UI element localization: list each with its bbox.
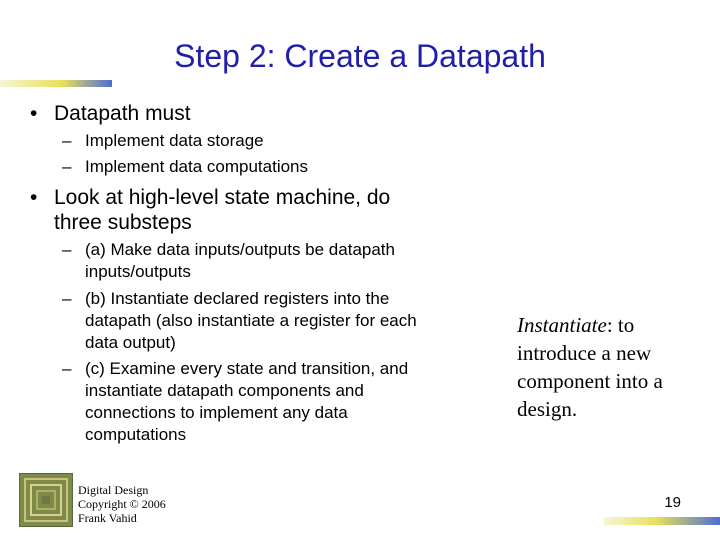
dash-icon: – (62, 157, 72, 176)
subitem-line: inputs/outputs (85, 262, 191, 281)
slide-title: Step 2: Create a Datapath (174, 38, 546, 74)
subitem-c (62, 358, 409, 446)
definition-term: Instantiate (517, 313, 607, 337)
subitem-line: connections to implement any data (85, 403, 348, 422)
subitem-line: (a) Make data inputs/outputs be datapath (85, 240, 395, 259)
dash-icon: – (62, 289, 72, 308)
bullet-dot-icon: • (30, 186, 38, 209)
book-logo-icon (19, 473, 73, 527)
copyright-notice (78, 483, 166, 525)
subitem-text: Implement data computations (85, 157, 309, 176)
bullet-text-line: three substeps (54, 211, 192, 234)
subitem-text: Implement data storage (85, 131, 264, 150)
bullet-datapath-must (30, 101, 191, 126)
dash-icon: – (62, 240, 72, 259)
footer-accent-bar (604, 517, 720, 525)
definition-text: introduce a new (517, 341, 652, 365)
subitem-line: datapath (also instantiate a register for each (85, 311, 417, 330)
bullet-text: Datapath must (54, 102, 191, 125)
subitem-line: (b) Instantiate declared registers into the (85, 289, 390, 308)
instantiate-definition (517, 311, 707, 423)
copyright-line: Copyright © 2006 (78, 497, 166, 511)
subitem-b (62, 288, 417, 354)
definition-text: component into a (517, 369, 663, 393)
page-number: 19 (664, 494, 681, 511)
bullet-text-line: Look at high-level state machine, do (54, 186, 391, 209)
bullet-dot-icon: • (30, 102, 38, 125)
definition-text: design. (517, 397, 578, 421)
copyright-line: Digital Design (78, 483, 149, 497)
subitem-line: instantiate datapath components and (85, 381, 364, 400)
subitem-storage (62, 130, 264, 152)
definition-text: : to (606, 313, 635, 337)
subitem-line: computations (85, 425, 187, 444)
dash-icon: – (62, 131, 72, 150)
bullet-high-level-state-machine (30, 185, 391, 235)
copyright-line: Frank Vahid (78, 511, 137, 525)
title-accent-bar (0, 80, 112, 87)
subitem-computations (62, 156, 309, 178)
dash-icon: – (62, 359, 72, 378)
subitem-line: (c) Examine every state and transition, and (85, 359, 409, 378)
subitem-line: data output) (85, 333, 176, 352)
subitem-a (62, 239, 395, 283)
